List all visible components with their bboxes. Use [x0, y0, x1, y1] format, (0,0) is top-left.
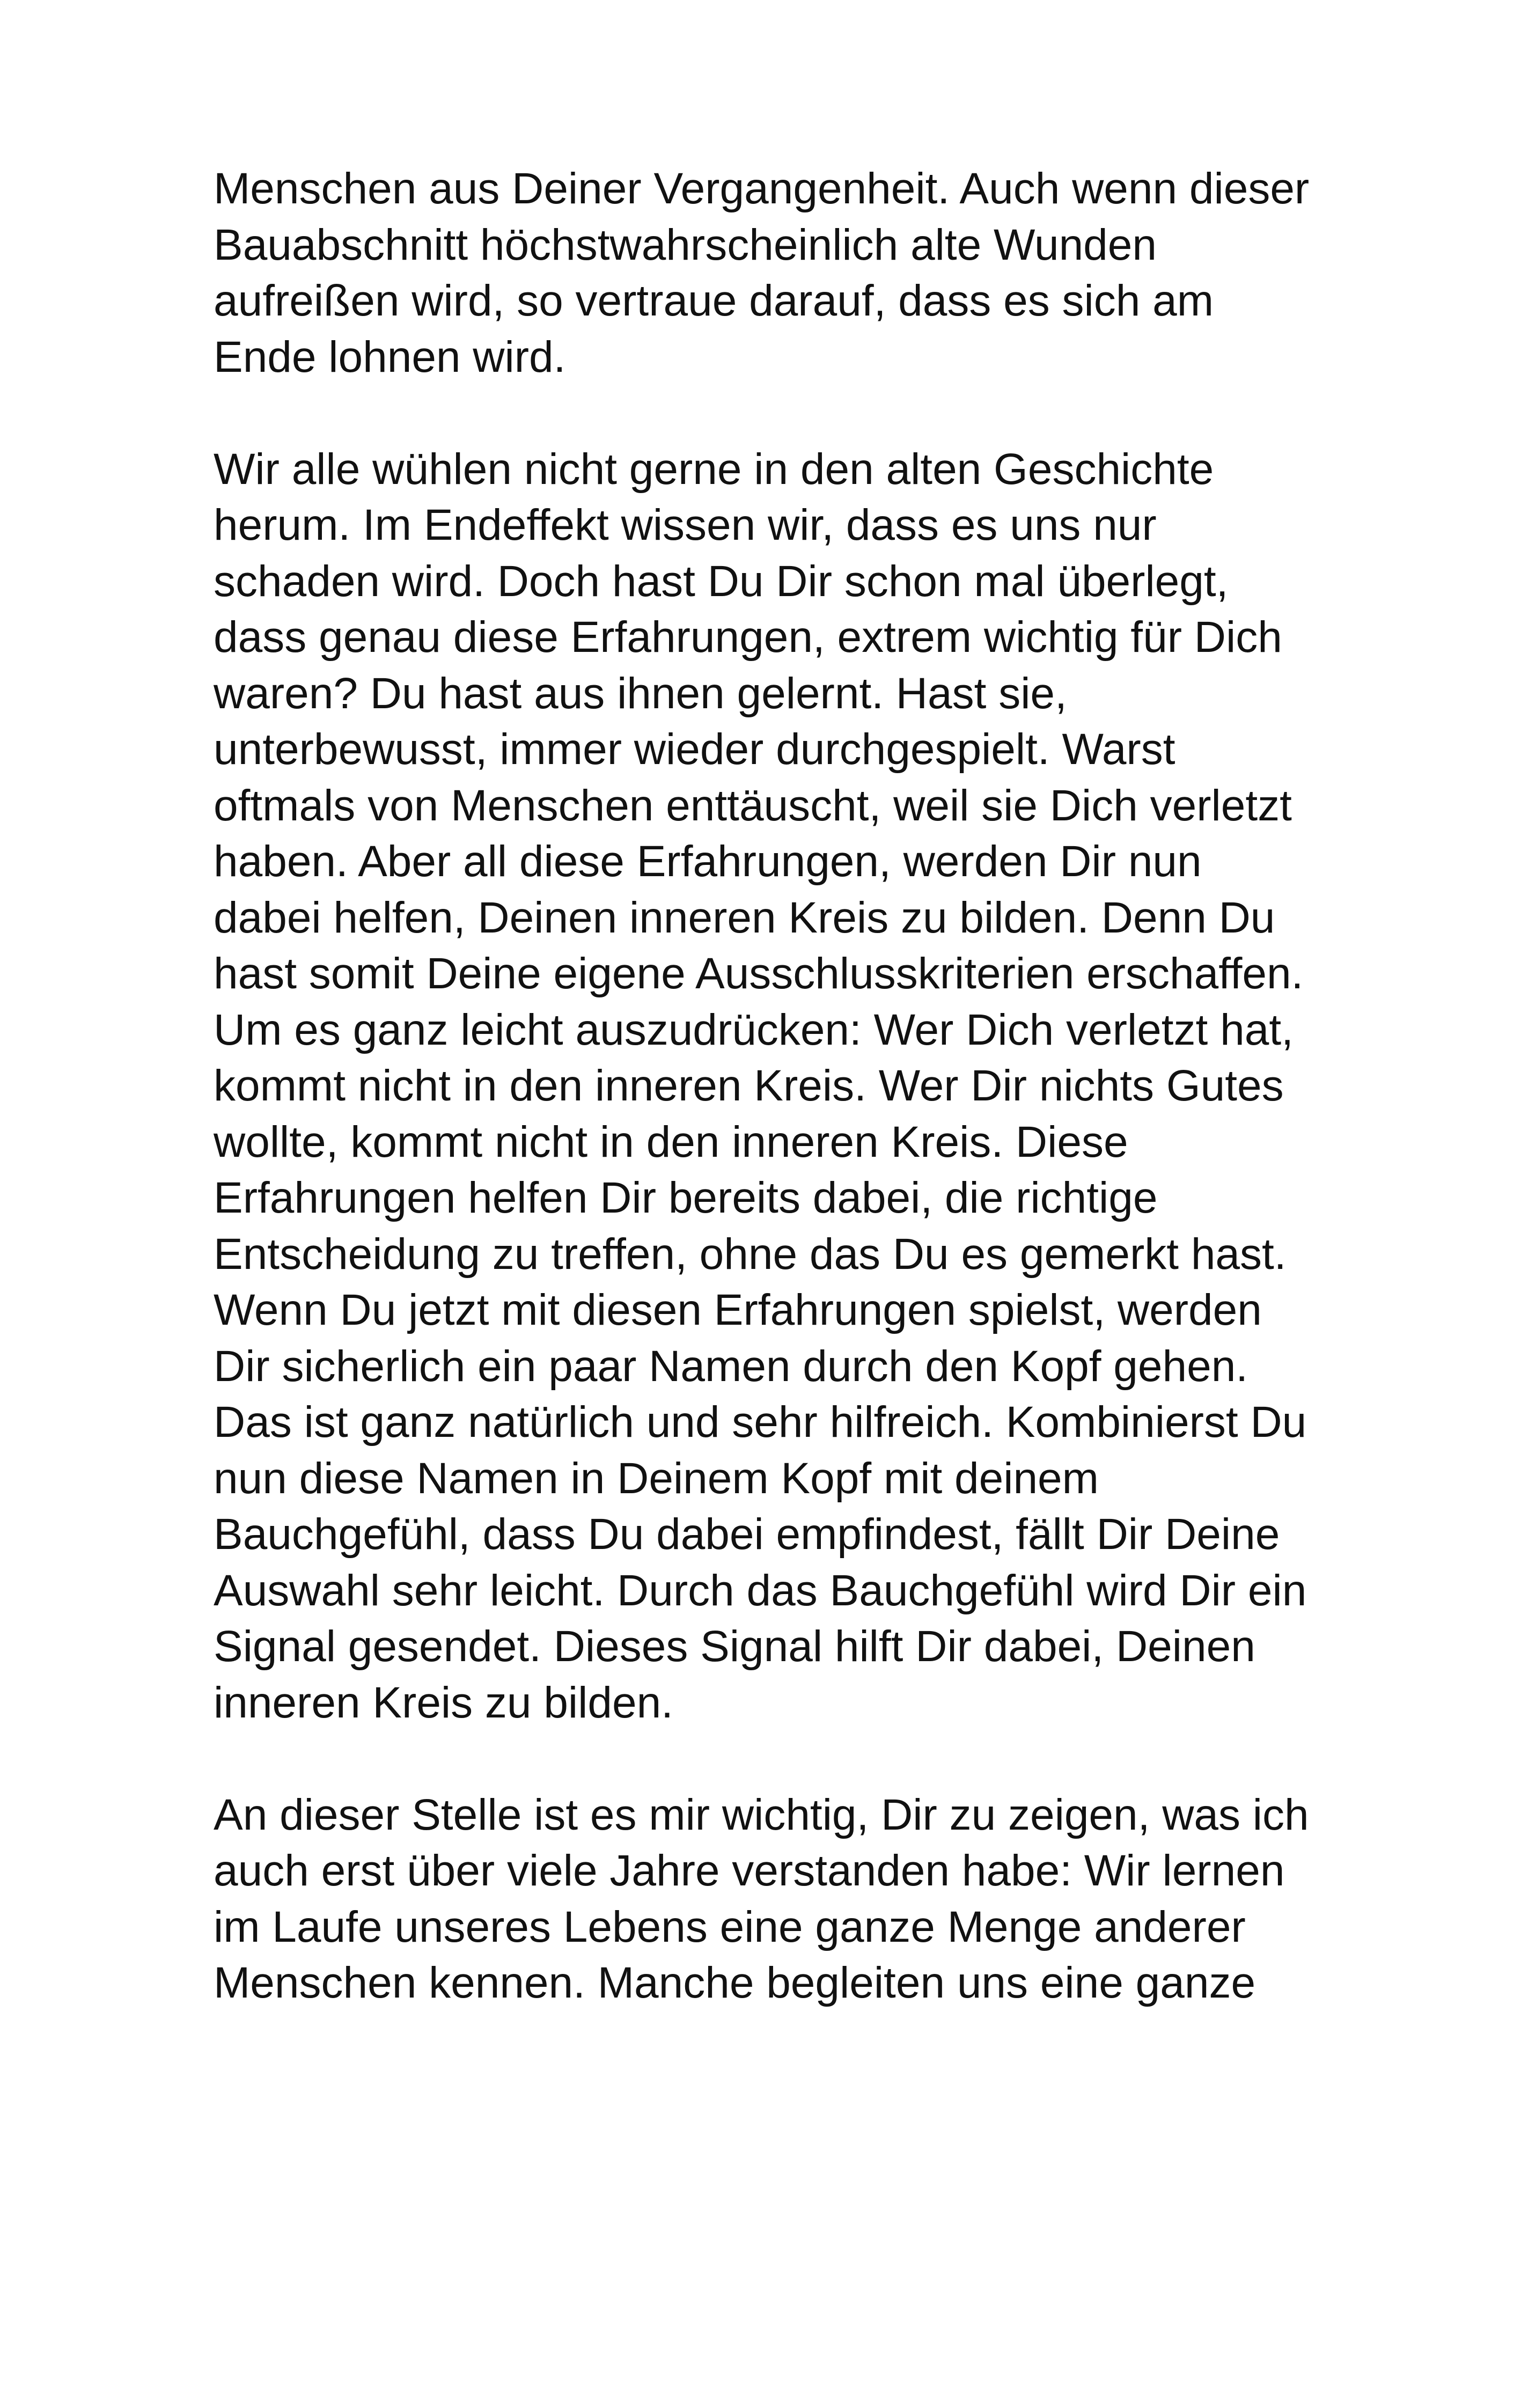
text-line: Um es ganz leicht auszudrücken: Wer Dich verletzt hat, — [214, 1005, 1294, 1054]
text-line: haben. Aber all diese Erfahrungen, werden Dir nun — [214, 837, 1202, 886]
text-line: An dieser Stelle ist es mir wichtig, Dir zu zeigen, was ich — [214, 1790, 1309, 1839]
text-line: Bauabschnitt höchstwahrscheinlich alte Wunden — [214, 220, 1157, 269]
text-line: auch erst über viele Jahre verstanden habe: Wir lernen — [214, 1846, 1285, 1895]
paragraph-2 — [214, 442, 1340, 1731]
text-line: schaden wird. Doch hast Du Dir schon mal überlegt, — [214, 556, 1229, 606]
text-line: dabei helfen, Deinen inneren Kreis zu bilden. Denn Du — [214, 893, 1275, 942]
text-line: inneren Kreis zu bilden. — [214, 1678, 673, 1727]
text-line: waren? Du hast aus ihnen gelernt. Hast sie, — [214, 669, 1067, 718]
text-line: im Laufe unseres Lebens eine ganze Menge anderer — [214, 1902, 1246, 1951]
text-line: herum. Im Endeffekt wissen wir, dass es uns nur — [214, 501, 1157, 549]
text-line: Menschen aus Deiner Vergangenheit. Auch wenn dieser — [214, 164, 1310, 213]
text-line: dass genau diese Erfahrungen, extrem wichtig für Dich — [214, 613, 1282, 662]
text-line: Ende lohnen wird. — [214, 332, 566, 381]
text-line: Wenn Du jetzt mit diesen Erfahrungen spielst, werden — [214, 1286, 1262, 1334]
text-line: wollte, kommt nicht in den inneren Kreis. Diese — [214, 1117, 1128, 1166]
text-line: Das ist ganz natürlich und sehr hilfreich. Kombinierst Du — [214, 1398, 1307, 1447]
text-line: unterbewusst, immer wieder durchgespielt. Warst — [214, 725, 1175, 774]
text-line: nun diese Namen in Deinem Kopf mit deinem — [214, 1453, 1099, 1503]
text-line: Dir sicherlich ein paar Namen durch den Kopf gehen. — [214, 1341, 1248, 1391]
text-line: Erfahrungen helfen Dir bereits dabei, die richtige — [214, 1173, 1158, 1222]
text-line: aufreißen wird, so vertraue darauf, dass es sich am — [214, 276, 1214, 325]
text-line: Menschen kennen. Manche begleiten uns eine ganze — [214, 1958, 1256, 2007]
text-line: Entscheidung zu treffen, ohne das Du es gemerkt hast. — [214, 1229, 1287, 1279]
paragraph-3 — [214, 1787, 1340, 2011]
text-line: Auswahl sehr leicht. Durch das Bauchgefühl wird Dir ein — [214, 1566, 1307, 1615]
text-line: hast somit Deine eigene Ausschlusskriterien erschaffen. — [214, 949, 1304, 998]
text-line: Bauchgefühl, dass Du dabei empfindest, fällt Dir Deine — [214, 1510, 1280, 1559]
text-line: kommt nicht in den inneren Kreis. Wer Dir nichts Gutes — [214, 1061, 1284, 1110]
text-line: oftmals von Menschen enttäuscht, weil sie Dich verletzt — [214, 781, 1292, 830]
body-text — [214, 161, 1340, 2011]
paragraph-1 — [214, 161, 1340, 385]
text-line: Signal gesendet. Dieses Signal hilft Dir dabei, Deinen — [214, 1622, 1255, 1671]
text-line: Wir alle wühlen nicht gerne in den alten Geschichte — [214, 444, 1214, 494]
